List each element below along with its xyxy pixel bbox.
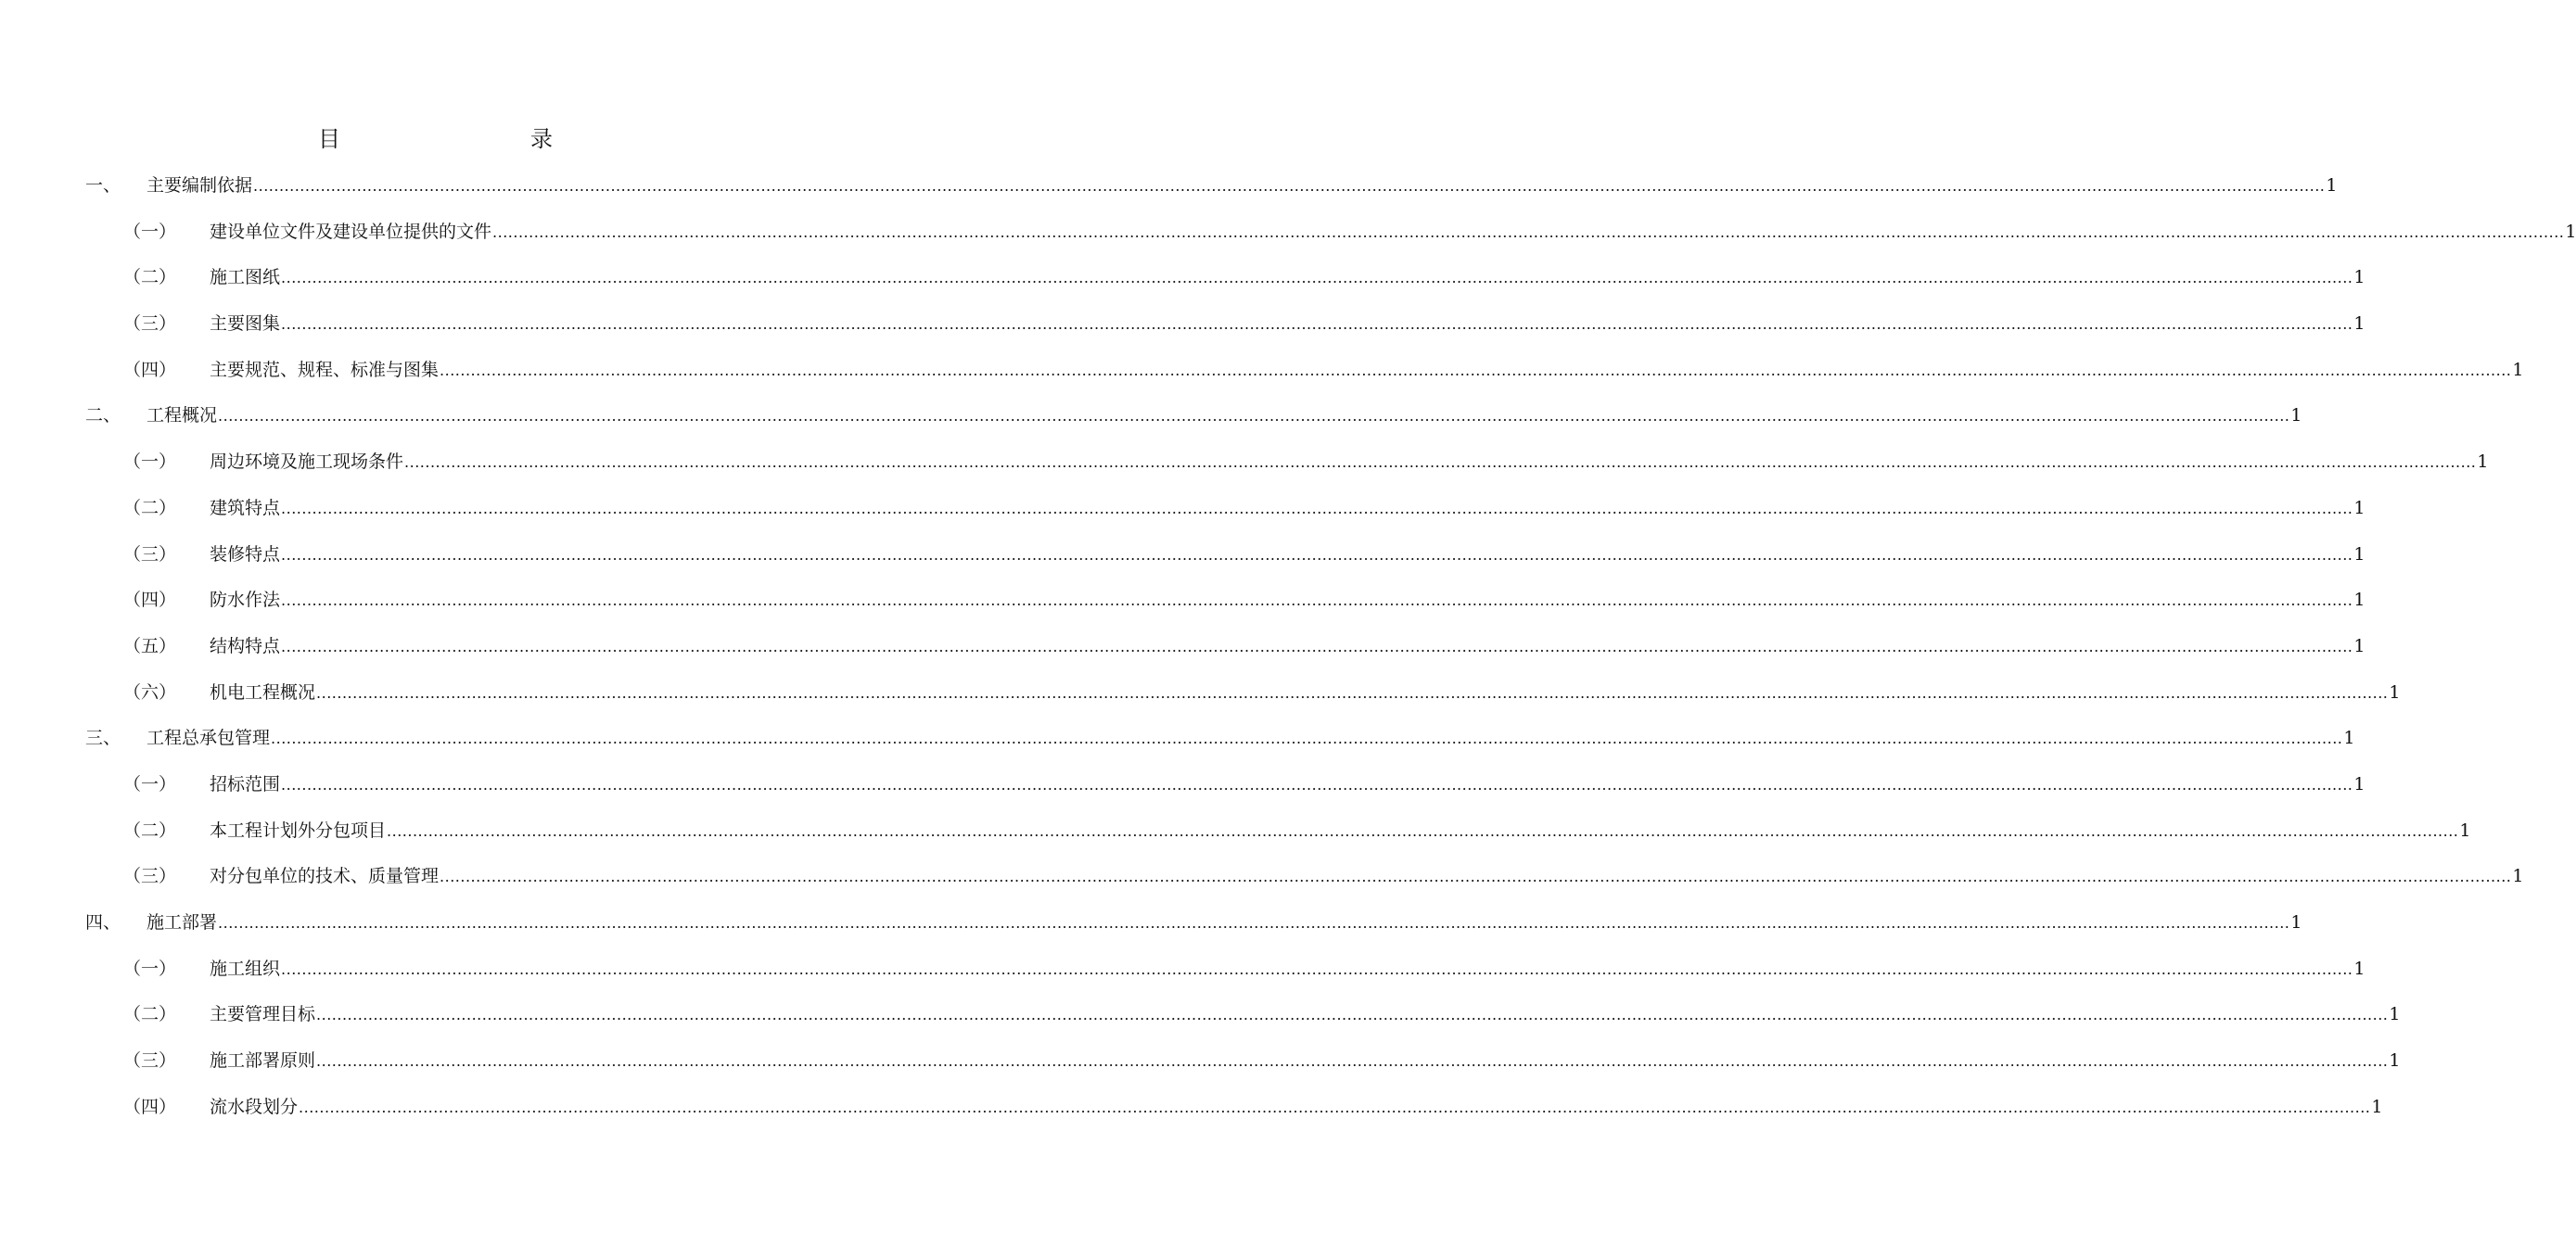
toc-entry[interactable] [0,947,2366,993]
toc-entry-line [210,624,2366,670]
toc-entry-number: （二） [123,1004,177,1025]
toc-entry-number: （一） [123,958,177,979]
toc-entry-page-number: 1 [2353,958,2366,979]
toc-entry-page-number: 1 [2565,221,2576,242]
toc-entry-label: 主要图集 [210,313,281,335]
toc-entry-page-number: 1 [2477,451,2489,473]
toc-entry-label: 流水段划分 [210,1096,299,1117]
toc-entry-number: 四、 [85,912,121,933]
toc-entry-line [210,808,2471,855]
toc-entry-line [147,716,2355,762]
toc-entry-label: 主要管理目标 [210,1004,316,1025]
toc-entry[interactable] [0,624,2366,670]
toc-entry[interactable] [0,670,2401,717]
toc-entry-line [210,301,2366,348]
toc-title-part2: 录 [530,126,553,152]
toc-entry-page-number: 1 [2353,267,2366,288]
toc-entry-label: 主要编制依据 [147,175,253,196]
toc-entry[interactable] [0,716,2355,762]
toc-entry[interactable] [0,808,2471,855]
toc-entry-page-number: 1 [2512,359,2524,380]
toc-entry-page-number: 1 [2353,590,2366,611]
toc-entry[interactable] [0,210,2576,256]
toc-entry-line [210,578,2366,624]
dot-leader: ................................................................................................................................................................................................................................................................................................................................................................................................................ [218,914,2290,932]
toc-entry-line [210,854,2524,900]
toc-entry-label: 对分包单位的技术、质量管理 [210,866,440,887]
toc-entry-label: 机电工程概况 [210,681,316,703]
toc-entry-page-number: 1 [2343,728,2355,749]
dot-leader: ................................................................................................................................................................................................................................................................................................................................................................................................................ [387,821,2459,840]
dot-leader: ................................................................................................................................................................................................................................................................................................................................................................................................................ [281,545,2353,564]
toc-entry-page-number: 1 [2353,635,2366,656]
dot-leader: ................................................................................................................................................................................................................................................................................................................................................................................................................ [299,1098,2371,1116]
toc-entry-label: 工程概况 [147,405,218,426]
toc-entry-page-number: 1 [2459,820,2471,841]
dot-leader: ................................................................................................................................................................................................................................................................................................................................................................................................................ [440,361,2512,379]
toc-entry-page-number: 1 [2290,405,2302,426]
toc-entry-page-number: 1 [2326,175,2338,196]
toc-entry[interactable] [0,762,2366,808]
toc-entry-line [210,532,2366,578]
dot-leader: ................................................................................................................................................................................................................................................................................................................................................................................................................ [253,177,2326,195]
toc-entry-page-number: 1 [2353,497,2366,518]
toc-entry-page-number: 1 [2353,543,2366,565]
dot-leader: ................................................................................................................................................................................................................................................................................................................................................................................................................ [316,1052,2389,1071]
toc-entry[interactable] [0,439,2489,486]
dot-leader: ................................................................................................................................................................................................................................................................................................................................................................................................................ [281,637,2353,655]
toc-entry-number: （四） [123,1096,177,1117]
toc-entry-label: 结构特点 [210,635,281,656]
toc-entry-number: （五） [123,635,177,656]
dot-leader: ................................................................................................................................................................................................................................................................................................................................................................................................................ [492,222,2565,241]
toc-entry-number: （一） [123,451,177,473]
toc-entry[interactable] [0,854,2524,900]
toc-entry-number: （四） [123,359,177,380]
toc-title [0,122,881,156]
toc-entry-line [210,210,2576,256]
toc-entry-number: （三） [123,1050,177,1072]
toc-entry-number: （二） [123,497,177,518]
toc-entry-label: 周边环境及施工现场条件 [210,451,404,473]
toc-entry-label: 建设单位文件及建设单位提供的文件 [210,221,492,242]
dot-leader: ................................................................................................................................................................................................................................................................................................................................................................................................................ [316,683,2389,702]
toc-entry-number: （三） [123,866,177,887]
toc-entry[interactable] [0,348,2524,394]
toc-entry[interactable] [0,992,2401,1038]
toc-entry-line [210,670,2401,717]
toc-entry-line [210,947,2366,993]
toc-entry-line [210,992,2401,1038]
dot-leader: ................................................................................................................................................................................................................................................................................................................................................................................................................ [281,775,2353,794]
toc-entry-page-number: 1 [2389,1004,2401,1025]
toc-entry[interactable] [0,393,2302,439]
dot-leader: ................................................................................................................................................................................................................................................................................................................................................................................................................ [281,315,2353,334]
toc-entry-number: （三） [123,313,177,335]
toc-title-part1: 目 [318,126,340,152]
toc-entry-number: （二） [123,267,177,288]
dot-leader: ................................................................................................................................................................................................................................................................................................................................................................................................................ [404,453,2477,472]
toc-entry-label: 招标范围 [210,773,281,795]
dot-leader: ................................................................................................................................................................................................................................................................................................................................................................................................................ [440,868,2512,886]
toc-entry-number: 一、 [85,175,121,196]
toc-entry-number: （一） [123,221,177,242]
toc-entry[interactable] [0,1085,2383,1131]
toc-entry-label: 工程总承包管理 [147,728,271,749]
toc-entry-number: （一） [123,773,177,795]
toc-entry-page-number: 1 [2290,912,2302,933]
toc-entry[interactable] [0,486,2366,532]
toc-entry-number: （四） [123,590,177,611]
toc-entry[interactable] [0,301,2366,348]
toc-entry-label: 施工部署原则 [210,1050,316,1072]
toc-entry-line [147,900,2302,947]
toc-entry[interactable] [0,900,2302,947]
toc-entry-line [210,1038,2401,1085]
toc-entry-line [210,762,2366,808]
dot-leader: ................................................................................................................................................................................................................................................................................................................................................................................................................ [281,499,2353,517]
toc-entry-page-number: 1 [2389,1050,2401,1072]
toc-entry-line [147,163,2338,210]
toc-entry-number: 二、 [85,405,121,426]
dot-leader: ................................................................................................................................................................................................................................................................................................................................................................................................................ [281,960,2353,978]
toc-entry-label: 施工组织 [210,958,281,979]
toc-entry-number: （六） [123,681,177,703]
toc-entry-label: 主要规范、规程、标准与图集 [210,359,440,380]
dot-leader: ................................................................................................................................................................................................................................................................................................................................................................................................................ [316,1006,2389,1024]
toc-entry-number: 三、 [85,728,121,749]
toc-entry[interactable] [0,532,2366,578]
toc-entry-label: 本工程计划外分包项目 [210,820,387,841]
dot-leader: ................................................................................................................................................................................................................................................................................................................................................................................................................ [218,407,2290,426]
toc-entry[interactable] [0,255,2366,301]
toc-entry-label: 施工图纸 [210,267,281,288]
dot-leader: ................................................................................................................................................................................................................................................................................................................................................................................................................ [281,591,2353,610]
toc-entry[interactable] [0,163,2338,210]
table-of-contents [0,163,2576,1130]
toc-entry-number: （三） [123,543,177,565]
toc-entry-page-number: 1 [2512,866,2524,887]
toc-entry-page-number: 1 [2353,773,2366,795]
dot-leader: ................................................................................................................................................................................................................................................................................................................................................................................................................ [281,269,2353,287]
toc-entry-line [210,1085,2383,1131]
toc-entry-page-number: 1 [2371,1096,2383,1117]
toc-entry-label: 施工部署 [147,912,218,933]
toc-entry-line [147,393,2302,439]
toc-entry-line [210,439,2489,486]
toc-entry-label: 防水作法 [210,590,281,611]
toc-entry-page-number: 1 [2353,313,2366,335]
toc-entry-label: 装修特点 [210,543,281,565]
toc-entry-line [210,348,2524,394]
toc-entry[interactable] [0,578,2366,624]
toc-entry-label: 建筑特点 [210,497,281,518]
toc-entry-number: （二） [123,820,177,841]
toc-entry-line [210,486,2366,532]
toc-entry-line [210,255,2366,301]
toc-entry-page-number: 1 [2389,681,2401,703]
dot-leader: ................................................................................................................................................................................................................................................................................................................................................................................................................ [271,730,2343,748]
toc-entry[interactable] [0,1038,2401,1085]
